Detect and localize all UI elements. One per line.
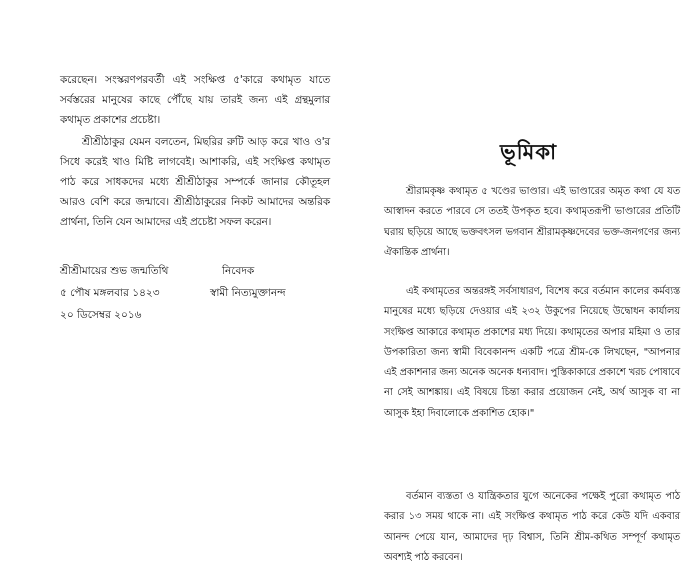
signature-row-3 bbox=[60, 308, 330, 328]
signature-occasion: শ্রীশ্রীমায়ের শুভ জন্মতিথি bbox=[60, 265, 169, 277]
signature-date-english: ২০ ডিসেম্বর ২০১৬ bbox=[60, 309, 142, 321]
signature-date-bengali: ৫ পৌষ মঙ্গলবার ১৪২৩ bbox=[60, 287, 160, 299]
page-title: ভূমিকা bbox=[500, 140, 558, 164]
signature-row-1 bbox=[60, 264, 330, 284]
left-paragraph-2: শ্রীশ্রীঠাকুর যেমন বলতেন, মিছরির রুটি আড় করে খাও ও'র সিধে করেই খাও মিষ্টি লাগবেই। আশাকরি, এই সংক্ষিপ্ত কথামৃত পাঠ করে সাধকদের মধ্যে শ্রীশ্রীঠাকুর সম্পর্কে জানার কৌতূহল আরও বেশি করে জন্মাবে। শ্রীশ্রীঠাকুরের নিকট আমাদের অন্তরিক প্রার্থনা, তিনি যেন আমাদের এই প্রচেষ্টা সফল করেন। bbox=[60, 136, 330, 228]
right-paragraph-1: শ্রীরামকৃষ্ণ কথামৃত ৫ খণ্ডের ভাণ্ডার। এই ভাণ্ডারের অমৃত কথা যে যত আস্বাদন করতে পারবে সে ততই উপকৃত হবে। কথামৃতরূপী ভাণ্ডারের প্রতিটি ঘরায় ছড়িয়ে আছে ভক্তবৎসল ভগবান শ্রীরামকৃষ্ণদেবের ভক্ত-জনগণের জন্য ঐকান্তিক প্রার্থনা। bbox=[384, 186, 680, 258]
left-paragraph-1: করেছেন। সংস্করণপরবর্তী এই সংক্ষিপ্ত ৫'কারে কথামৃত যাতে সর্বস্তরের মানুষের কাছে পৌঁছে যায় তারই জন্য এই গ্রন্থমুলার কথামৃত প্রকাশের প্রচেষ্টা। bbox=[60, 74, 330, 126]
signature-author: স্বামী নিত্যমুক্তানন্দ bbox=[210, 287, 286, 299]
signature-label: নিবেদক bbox=[222, 265, 255, 277]
right-paragraph-2: এই কথামৃতের অন্তরঙ্গই সর্বসাধারণ, বিশেষ করে বর্তমান কালের কর্মব্যস্ত মানুষের মধ্যে ছড়িয়ে দেওয়ার এই ২৩২ উকুপের নিয়েছে উদ্বোধন কার্যালয় সংক্ষিপ্ত আকারে কথামৃত প্রকাশের মধ্য দিয়ে। কথামৃতের অপার মহিমা ও তার উপকারিতা জন্য স্বামী বিবেকানন্দ একটি পত্রে শ্রীম-কে লিখছেন, "আপনার এই প্রকাশনার জন্য অনেক অনেক ধন্যবাদ। পুস্তিকাকারে প্রকাশে খরচ পোষাবে না সেই আশঙ্কায়। এই বিষয়ে চিন্তা করার প্রয়োজন নেই, অর্থ আসুক বা না আসুক ইহা দিবালোকে প্রকাশিত হোক।" bbox=[384, 286, 680, 419]
left-page bbox=[0, 0, 350, 558]
right-paragraph-3: বর্তমান ব্যস্ততা ও যান্ত্রিকতার যুগে অনেকের পক্ষেই পুরো কথামৃত পাঠ করার ১৩ সময় থাকে না। এই সংক্ষিপ্ত কথামৃত পাঠ করে কেউ যদি একবার আনন্দ পেয়ে যান, আমাদের দৃঢ় বিশ্বাস, তিনি শ্রীম-কথিত সম্পূর্ণ কথামৃত অবশ্যই পাঠ করবেন। bbox=[384, 491, 680, 563]
right-page bbox=[350, 0, 700, 563]
signature-row-2 bbox=[60, 286, 330, 306]
